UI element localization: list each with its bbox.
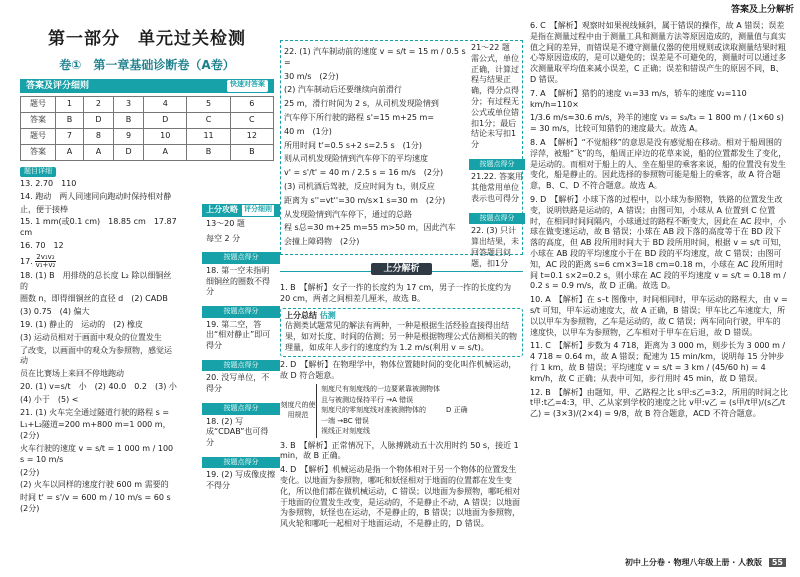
volume-title: 卷① 第一章基础诊断卷（A卷） — [59, 57, 235, 72]
table-cell: 5 — [187, 97, 230, 113]
q20a: 20. (1) v=s/t 小 (2) 40.0 0.2 (3) 小 — [20, 382, 177, 392]
summary-title-label: 上分总结 — [285, 310, 317, 320]
table-cell: D — [144, 113, 187, 129]
a8: 8. A 【解析】“不觉船移”的意思是没有感觉船在移动。相对于船周围的浮萍，被船“飞”的鸟，船周正岸边的花草来说，船的位置都发生了变化，是运动的。而相对于船上的人、坐在船里的乘客来说，船的位置没有发生变化，船是静止的。因此选择的参照物可能是船上的乘客，故 A 符合题意，B、C、D 不符合题意。故选 A。 — [530, 137, 787, 191]
answer-bar-tag: 快速对答案 — [227, 80, 268, 92]
table-cell: 答案 — [21, 145, 56, 161]
table-cell: B — [187, 145, 230, 161]
a12: 12. B 【解析】由题知，甲、乙路程之比 s甲:s乙=3:2，所用的时间之比 t甲:t乙=4:3，甲、乙从家到学校的速度之比 v甲:v乙 = (s甲/t甲)/(s乙/t乙) = (3×3)/(2×4) = 9/8，故 B 符合题意，ACD 不符合题意。 — [530, 387, 788, 419]
score-head — [202, 204, 280, 217]
table-row — [21, 129, 274, 145]
header-tag: 答案及上分解析 — [730, 5, 794, 15]
answer-bar-label: 答案及评分细则 — [26, 81, 90, 92]
table-cell: 7 — [56, 129, 84, 145]
q22a: 22. (1) 汽车制动前的速度 v = s/t = 15 m / 0.5 s = — [284, 47, 466, 67]
q18a: 18. (1) B 用排绕的总长度 L₂ 除以细铜丝的 — [20, 270, 172, 291]
a6: 6. C 【解析】观察时如果视线倾斜，属于错误的操作，故 A 错误；误差是指在测量过程中由于测量工具和测量方法等原因造成的，测量值与真实值之间的差异，而错误是不遵守测量仪器的使用规则或读取测量结果时粗心等原因造成的，是可以避免的；误差是不可避免的，测量时可以通过多次测量取平均值来减小误差，C 正确；误差和错误产生的原因不同，B、D 错误。 — [530, 21, 786, 84]
side3-tag: 按题点得分 — [202, 306, 280, 317]
diag-right: D 正确 — [446, 406, 468, 415]
side1-tag: 13～20 题 — [206, 218, 245, 228]
summary-keyword: 估测 — [319, 310, 336, 320]
score-title: 上分攻略 — [206, 205, 238, 214]
side1-txt: 每空 2 分 — [206, 233, 241, 243]
answer-table — [20, 96, 274, 161]
diag-item: 视线正对刻度线 — [321, 427, 370, 436]
q13: 13. 2.70 110 — [20, 179, 77, 189]
table-row — [21, 145, 274, 161]
q17-den: v₁+v₂ — [35, 260, 56, 269]
side6-tag: 按题点得分 — [202, 457, 280, 468]
a9: 9. D 【解析】小球下落的过程中，以小球为参照物，铁路的位置发生改变，说明铁路是运动的，A 错误；由图可知，小球从 A 位置到 C 位置时，在相同时间间隔内，小球通过的路程不断变大，因此在 AC 段中，小球在做变速运动，故 B 错误；小球在 AB 段下落的高度等于在 BD 段下落的高度，但 AB 段所用时间大于 BD 段所用时间，根据 v = s/t 可知，小球在 AB 段的平均速度小于在 BD 段的平均速度，故 C 错误；由图可知，AC 段的距离 s=6 cm×3=18 cm=0.18 m，小球在 AC 段所用时间 t=0.1 s×2=0.2 s，则小球在 AC 段的平均速度 v = s/t = 0.18 m / 0.2 s = 0.9 m/s，故 D 正确。故选 D。 — [530, 194, 787, 291]
q15: 15. 1 mm(或0.1 cm) 18.85 cm 17.87 cm — [20, 217, 177, 238]
side4-tag: 按题点得分 — [202, 360, 280, 371]
a10: 10. A 【解析】在 s–t 图像中，时间相同时，甲车运动的路程大，由 v = s/t 可知，甲车运动速度大，故 A 正确，B 错误；甲车比乙车速度大，所以以甲车为参照物，乙车是运动的，故 C 错误；两车同向行驶，甲车的速度快，以甲车为参照物，乙车相对于甲车在后退，故 D 错误。 — [530, 295, 788, 337]
summary-title — [285, 311, 518, 322]
diag-item: 刻度尺的零刻度线对准被测物体的 — [321, 406, 426, 415]
score-tag: 评分细则 — [242, 205, 274, 216]
diag-left: 刻度尺的使用规范 — [280, 401, 316, 419]
table-cell: 题号 — [21, 129, 56, 145]
table-cell: B — [56, 113, 84, 129]
q19a: 19. (1) 静止的 运动的 (2) 橡皮 — [20, 320, 144, 330]
q22e: 汽车停下所行驶的路程 s'=15 m+25 m= — [284, 112, 435, 122]
q17-num: 2v₁v₂ — [36, 252, 55, 261]
table-row — [21, 97, 274, 113]
q22l: 从发现险情到汽车停下，通过的总路 — [284, 209, 412, 219]
q22k: 距离为 s''=vt''=30 m/s×1 s=30 m (2分) — [284, 195, 446, 205]
diag-item: 一端 →BC 错误 — [321, 416, 369, 425]
a7b: 1/3.6 m/s≈30.6 m/s，羚羊的速度 v₃ = s₃/t₃ = 1 800 m / (1×60 s) = 30 m/s，比较可知猎豹的速度最大。故选 A。 — [530, 113, 784, 134]
q22-box — [280, 40, 523, 268]
left-column — [20, 18, 274, 517]
detail-tag: 题目详细 — [20, 167, 56, 176]
q16: 16. 70 12 — [20, 241, 64, 251]
side3-txt: 19. 第二空，答出“相对静止”即可得分 — [206, 319, 271, 351]
gb3-txt: 22. (3) 只计算出结果，未回答题目问题，扣1分 — [471, 226, 519, 268]
q20b: (4) 小于 (5) < — [20, 394, 79, 404]
diag-item: 且与被测边保持平行 →A 错误 — [321, 395, 414, 404]
score-sidebar — [202, 204, 280, 494]
score-notes — [469, 41, 525, 271]
ruler-diagram — [280, 384, 523, 437]
q22g: 所用时间 t'=0.5 s+2 s=2.5 s (1分) — [284, 140, 422, 150]
table-cell: A — [144, 145, 187, 161]
answer-bar — [20, 79, 274, 93]
q17-fraction — [35, 254, 55, 269]
footer-text: 初中上分卷 · 物理八年级上册 · 人教版 — [624, 558, 763, 568]
q22f: 40 m (1分) — [284, 126, 332, 136]
middle-column — [280, 40, 523, 533]
part-title: 第一部分 单元过关检测 — [48, 29, 246, 49]
summary-box — [280, 308, 523, 357]
q14b: 止，便于接棒 — [20, 204, 68, 214]
q22m: 程 s总=30 m+25 m=55 m>50 m，因此汽车 — [284, 223, 456, 233]
table-cell: D — [83, 113, 113, 129]
q17-label: 17. — [20, 256, 33, 266]
q21d: (2分) — [20, 467, 40, 477]
a7a: 7. A 【解析】猎豹的速度 v₁=33 m/s，轿车的速度 v₂=110 km/h=110× — [530, 88, 747, 109]
table-cell: 4 — [144, 97, 187, 113]
q18b: 圈数 n，即得细铜丝的直径 d (2) CADB — [20, 294, 168, 304]
gb2-tag: 按题点得分 — [469, 159, 525, 170]
q22b: 30 m/s (2分) — [284, 71, 339, 81]
q21e: (2) 火车以同样的速度行驶 600 m 需要的 — [20, 480, 169, 490]
q18c: (3) 0.75 (4) 偏大 — [20, 307, 90, 317]
banner-label: 上分解析 — [371, 263, 431, 275]
table-row — [21, 113, 274, 129]
page-footer — [625, 558, 786, 569]
q17 — [20, 254, 178, 269]
table-cell: A — [56, 145, 84, 161]
table-cell: B — [230, 145, 273, 161]
table-cell: 1 — [56, 97, 84, 113]
side6-txt: 19. (2) 写成像皮擦不得分 — [206, 470, 276, 491]
table-cell: 8 — [83, 129, 113, 145]
gb2-txt: 21.22. 答案用其他常用单位表示也可得分 — [471, 172, 523, 203]
table-cell: A — [83, 145, 113, 161]
a3: 3. B 【解析】正常情况下，人脉搏跳动五十次用时约 50 s，接近 1 min，故 B 正确。 — [280, 440, 519, 461]
side4-txt: 20. 没写单位，不得分 — [206, 373, 270, 394]
table-cell: 3 — [114, 97, 144, 113]
table-cell: 11 — [187, 129, 230, 145]
q19c: 了改变，以画面中的观众为参照物，感觉运动 — [20, 345, 172, 366]
analysis-banner — [280, 263, 523, 279]
a2: 2. D 【解析】在物理学中，物体位置随时间的变化叫作机械运动，故 D 符合题意。 — [280, 359, 517, 380]
table-cell: 6 — [230, 97, 273, 113]
a1: 1. B 【解析】女子一拃的长度约为 17 cm，男子一拃的长度约为 20 cm，两者之间相差几厘米，故选 B。 — [280, 282, 512, 303]
side5-txt: 18. (2) 写成“CDAB”也可得分 — [206, 416, 269, 448]
q21b: L₁+L₂隧道=200 m+800 m=1 000 m，(2分) — [20, 420, 171, 441]
diag-items — [316, 384, 440, 437]
q21a: 21. (1) 火车完全通过隧道行驶的路程 s = — [20, 407, 170, 417]
table-cell: C — [230, 113, 273, 129]
gb3-tag: 按题点得分 — [469, 213, 525, 224]
q21c: 火车行驶的速度 v = s/t = 1 000 m / 100 s = 10 m/s — [20, 444, 174, 464]
table-cell: B — [114, 113, 144, 129]
a11: 11. C 【解析】步数为 4 718，距离为 3 000 m，则步长为 3 000 m / 4 718 ≈ 0.64 m，故 A 错误；配速为 15 min/km，说明每 15 分钟步行 1 km，故 B 错误；平均速度 v = s/t = 3 km / (45/60 h) = 4 km/h，故 C 正确；从表中可知，步行用时 45 min，故 D 错误。 — [530, 341, 786, 383]
table-cell: D — [114, 145, 144, 161]
page-number: 55 — [769, 558, 786, 567]
q22j: (3) 司机酒后驾驶，反应时间为 t₁，则反应 — [284, 181, 435, 191]
summary-text: 估测类试题常见的解法有两种，一种是根据生活经验直接得出结果，如对长度、时间的估测；另一种是根据物理公式估测相关的物理量，如成年人步行的速度约为 1.2 m/s(利用 v = s/t)。 — [285, 321, 517, 352]
q22h: 则从司机发现险情到汽车停下的平均速度 — [284, 154, 428, 164]
q14a: 14. 跑动 两人同速同向跑动时保持相对静 — [20, 191, 172, 201]
q19b: (3) 运动员相对于画面中观众的位置发生 — [20, 332, 162, 342]
q22c: (2) 汽车制动后还要继续向前滑行 — [284, 85, 402, 95]
table-cell: 题号 — [21, 97, 56, 113]
q19d: 员在比赛场上来回不停地跑动 — [20, 369, 124, 379]
side2-txt: 18. 第一空未指明细铜丝的圈数不得分 — [206, 265, 270, 297]
table-cell: 2 — [83, 97, 113, 113]
table-cell: 答案 — [21, 113, 56, 129]
q21f: 时间 t' = s'/v = 600 m / 10 m/s = 60 s (2分) — [20, 493, 179, 513]
diag-item: 刻度尺有刻度线的一边要紧靠被测物体 — [321, 385, 440, 394]
q22d: 25 m，滑行时间为 2 s，从司机发现险情到 — [284, 99, 439, 109]
a4: 4. D 【解析】机械运动是指一个物体相对于另一个物体的位置发生变化。以地面为参照物，哪吒和妖怪相对于地面的位置都在发生变化，所以他们都在做机械运动，C 错误；以地面为参照物，哪吒相对于地面的位置发生改变，是运动的，不是静止不动，A 错误；以地面为参照物，妖怪也在运动，不是静止的，B 错误；以地面为参照物，风火轮和哪吒一起相对于地面运动，不是静止的，D 错误。 — [280, 465, 521, 529]
table-cell: C — [187, 113, 230, 129]
table-cell: 10 — [144, 129, 187, 145]
q22n: 会撞上障碍物 (2分) — [284, 237, 360, 247]
table-cell: 9 — [114, 129, 144, 145]
q22i: v' = s'/t' = 40 m / 2.5 s = 16 m/s (2分) — [284, 168, 444, 178]
side2-tag: 按题点得分 — [202, 252, 280, 263]
gb1-txt: 21～22 题 需公式，单位正确，计算过程与结果正确，得分点得分；有过程无公式或单位错扣1分；最后结论未写扣1分 — [471, 43, 519, 150]
right-column — [530, 18, 788, 423]
side5-tag: 按题点得分 — [202, 403, 280, 414]
table-cell: 12 — [230, 129, 273, 145]
